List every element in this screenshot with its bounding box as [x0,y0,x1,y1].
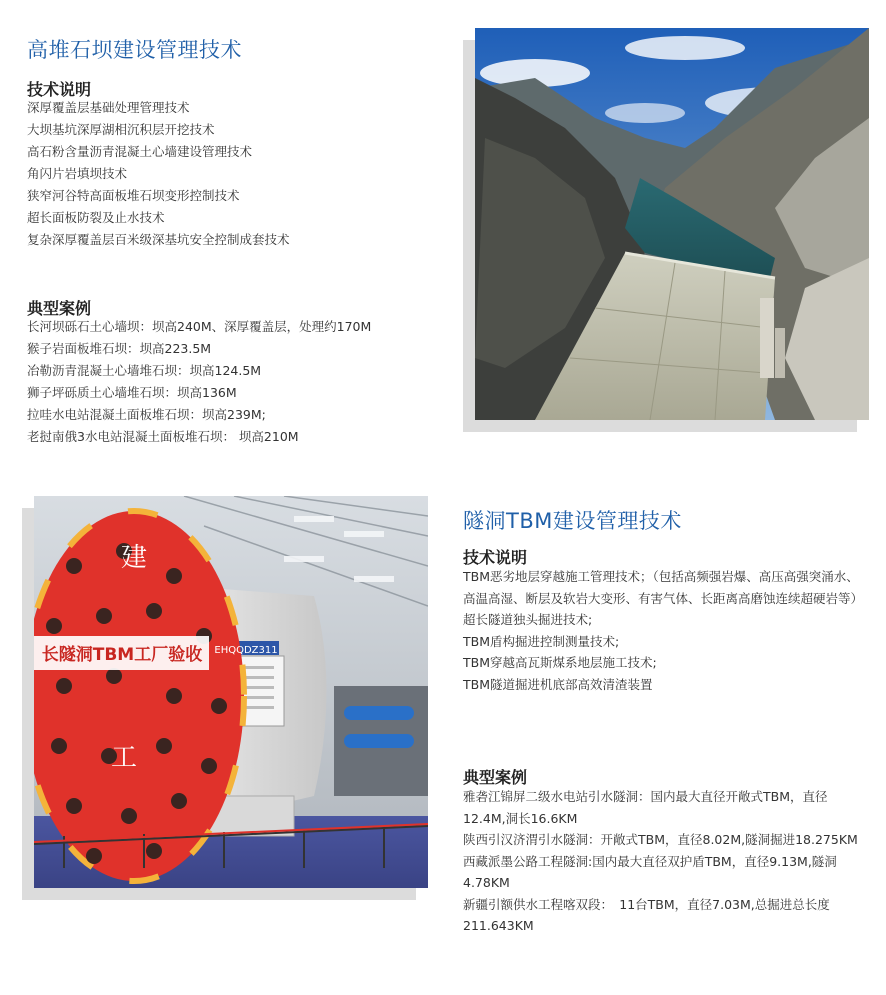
list-item: TBM隧道掘进机底部高效清渣装置 [463,676,653,692]
list-item: 长河坝砾石土心墙坝：坝高240M、深厚覆盖层，处理约170M [27,319,372,334]
tbm-tech-heading: 技术说明 [463,548,528,567]
tbm-banner-text: 长隧洞TBM工厂验收 [41,645,203,665]
list-item: TBM盾构掘进控制测量技术; [463,633,620,649]
tbm-machine-photo [34,496,428,888]
dam-tech-heading: 技术说明 [27,80,92,99]
tbm-tech-list [463,566,867,695]
list-item: 超长隧道独头掘进技术; [463,612,593,627]
tbm-plate-text: EHQQDZ311 [214,645,278,656]
tbm-char-top: 建 [120,543,148,573]
list-item: 高石粉含量沥青混凝土心墙建设管理技术 [27,144,253,159]
list-item: 老挝南俄3水电站混凝土面板堆石坝： 坝高210M [27,429,299,444]
dam-photo-icon [475,28,869,420]
dam-reservoir-photo [475,28,869,420]
list-item: 深厚覆盖层基础处理管理技术 [27,100,190,115]
tbm-char-bottom: 工 [110,743,138,773]
dam-section-title: 高堆石坝建设管理技术 [27,38,242,62]
list-item: 狮子坪砾质土心墙堆石坝：坝高136M [27,385,237,400]
dam-tech-list [27,97,290,251]
dam-case-heading: 典型案例 [27,299,92,318]
tbm-case-heading: 典型案例 [463,768,528,787]
list-item: 新疆引额供水工程喀双段： 11台TBM，直径7.03M,总掘进总长度211.643KM [463,896,830,933]
tbm-case-list [463,786,867,937]
list-item: TBM恶劣地层穿越施工管理技术；（包括高频强岩爆、高压高强突涌水、高温高湿、断层及软岩大变形、有害气体、长距离高磨蚀连续超硬岩等） [463,569,864,606]
list-item: 复杂深厚覆盖层百米级深基坑安全控制成套技术 [27,232,290,247]
tbm-section-title: 隧洞TBM建设管理技术 [463,509,682,533]
list-item: 西藏派墨公路工程隧洞:国内最大直径双护盾TBM，直径9.13M,隧洞4.78KM [463,853,837,890]
list-item: 雅砻江锦屏二级水电站引水隧洞：国内最大直径开敞式TBM，直径12.4M,洞长16.6KM [463,789,828,826]
list-item: 狭窄河谷特高面板堆石坝变形控制技术 [27,188,240,203]
list-item: 拉哇水电站混凝土面板堆石坝：坝高239M; [27,407,266,422]
list-item: TBM穿越高瓦斯煤系地层施工技术; [463,655,657,670]
list-item: 超长面板防裂及止水技术 [27,210,165,225]
list-item: 角闪片岩填坝技术 [27,166,128,181]
list-item: 陕西引汉济渭引水隧洞：开敞式TBM，直径8.02M,隧洞掘进18.275KM [463,832,858,847]
list-item: 猴子岩面板堆石坝：坝高223.5M [27,341,212,356]
list-item: 冶勒沥青混凝土心墙堆石坝：坝高124.5M [27,363,262,378]
list-item: 大坝基坑深厚湖相沉积层开挖技术 [27,122,215,137]
dam-case-list [27,316,371,448]
tbm-photo-icon [34,496,428,888]
